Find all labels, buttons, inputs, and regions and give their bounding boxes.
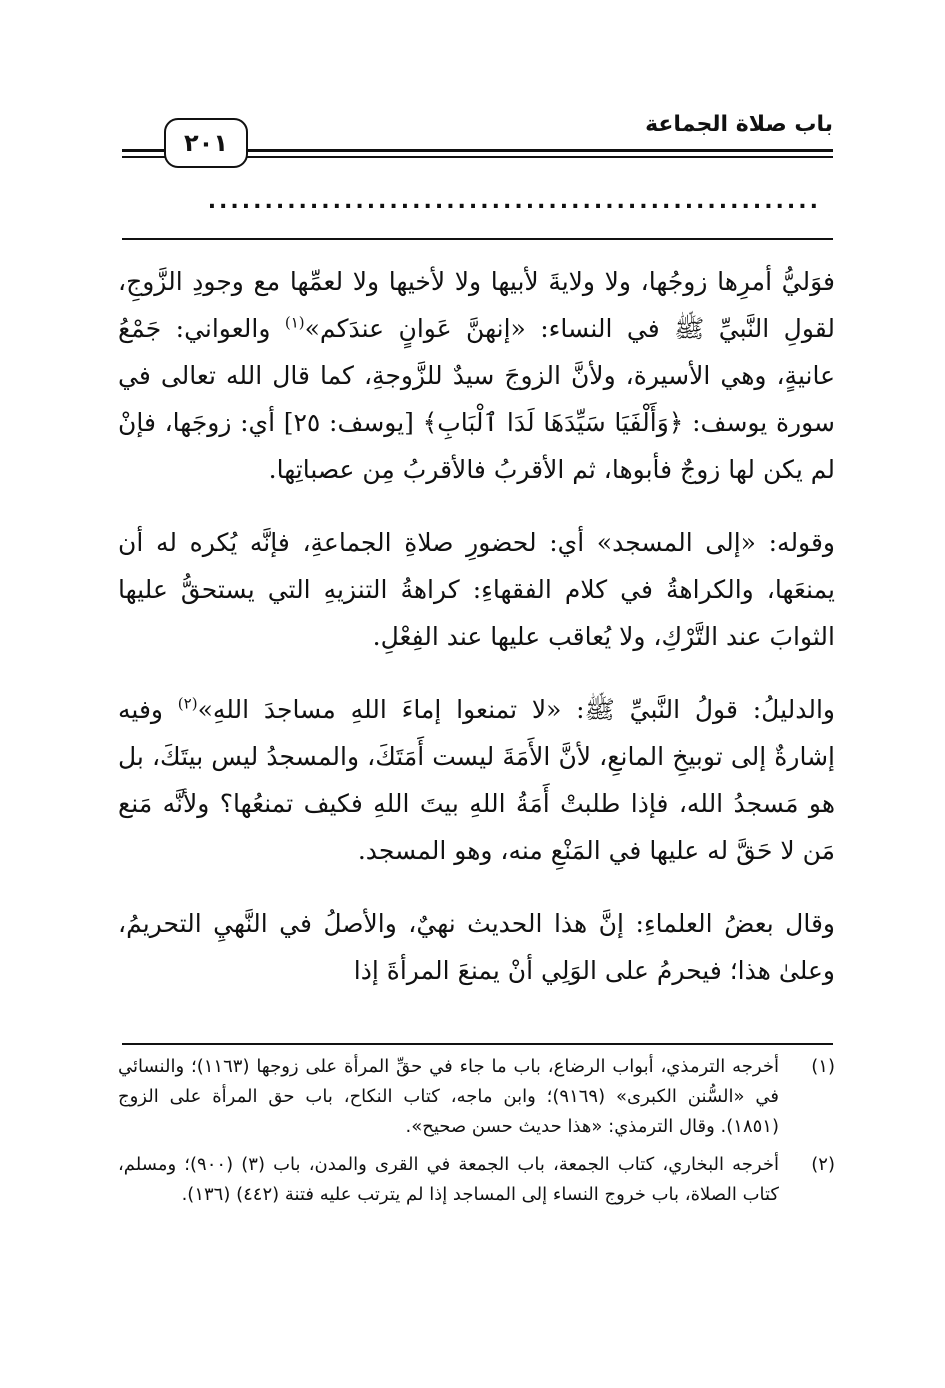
- footnote-ref: (٢): [177, 694, 198, 713]
- paragraph-text: والدليلُ: قولُ النَّبيِّ ﷺ: «لا تمنعوا إماءَ اللهِ مساجدَ اللهِ»: [197, 695, 835, 724]
- footnote-ref: (١): [284, 313, 305, 332]
- footnote-number: (٢): [811, 1154, 835, 1175]
- paragraph-text: وقال بعضُ العلماءِ: إنَّ هذا الحديث نهيٌ، والأصلُ في النَّهيِ التحريمُ، وعلىٰ هذا؛ فيحرمُ على الوَلِي أنْ يمنعَ المرأةَ إذا: [118, 909, 835, 985]
- paragraph: [118, 900, 835, 994]
- footnote: [118, 1150, 835, 1210]
- footnotes: [118, 1052, 835, 1218]
- paragraph: [118, 686, 835, 874]
- paragraph-text: فوَليُّ أمرِها زوجُها، ولا ولايةَ لأبيها ولا لأخيها ولا لعمِّها مع وجودِ الزَّوجِ، لقولِ النَّبيِّ ﷺ في النساء: «إنهنَّ عَوانٍ عندَكم»: [118, 267, 835, 343]
- paragraph-text: وقوله: «إلى المسجد» أي: لحضورِ صلاةِ الجماعةِ، فإنَّه يُكره له أن يمنعَها، والكراهةُ في كلام الفقهاءِ: كراهةُ التنزيهِ التي يستحقُّ عليها الثوابَ عند التَّرْكِ، ولا يُعاقب عليها عند الفِعْلِ.: [118, 528, 835, 651]
- footnote-number: (١): [811, 1056, 835, 1077]
- paragraph-tail: والعواني: جَمْعُ عانيةٍ، وهي الأسيرة، ولأنَّ الزوجَ سيدٌ للزَّوجةِ، كما قال الله تعالى في سورة يوسف: ﴿وَأَلْفَيَا سَيِّدَهَا لَدَا ٱلْبَابِ﴾ [يوسف: ٢٥] أي: زوجَها، فإنْ لم يكن لها زوجٌ فأبوها، ثم الأقربُ فالأقربُ مِن عصباتِها.: [118, 314, 835, 484]
- footnote: [118, 1052, 835, 1142]
- separator-dots: ......................................................: [207, 190, 821, 214]
- paragraph-tail: وفيه إشارةٌ إلى توبيخِ المانعِ، لأنَّ الأَمَةَ ليست أَمَتَكَ، والمسجدُ ليس بيتَكَ، بل هو مَسجدُ الله، فإذا طلبتْ أَمَةُ اللهِ بيتَ اللهِ فكيف تمنعُها؟ ولأنَّه مَنع مَن لا حَقَّ له عليها في المَنْعِ منه، وهو المسجد.: [118, 695, 835, 865]
- footnote-text: أخرجه الترمذي، أبواب الرضاع، باب ما جاء في حقِّ المرأة على زوجها (١١٦٣)؛ والنسائي في «السُّنن الكبرى» (٩١٦٩)؛ وابن ماجه، كتاب النكاح، باب حق المرأة على الزوج (١٨٥١). وقال الترمذي: «هذا حديث حسن صحيح».: [118, 1056, 779, 1137]
- footnote-text: أخرجه البخاري، كتاب الجمعة، باب الجمعة في القرى والمدن، باب (٣) (٩٠٠)؛ ومسلم، كتاب الصلاة، باب خروج النساء إلى المساجد إذا لم يترتب عليه فتنة (٤٤٢) (١٣٦).: [118, 1154, 779, 1205]
- top-rule: [122, 238, 833, 240]
- page-header: [122, 108, 833, 168]
- chapter-title: باب صلاة الجماعة: [645, 112, 833, 137]
- main-text: [118, 258, 835, 1020]
- paragraph: [118, 519, 835, 660]
- footnote-rule: [122, 1043, 833, 1045]
- paragraph: [118, 258, 835, 493]
- page-number: ٢٠١: [164, 118, 248, 168]
